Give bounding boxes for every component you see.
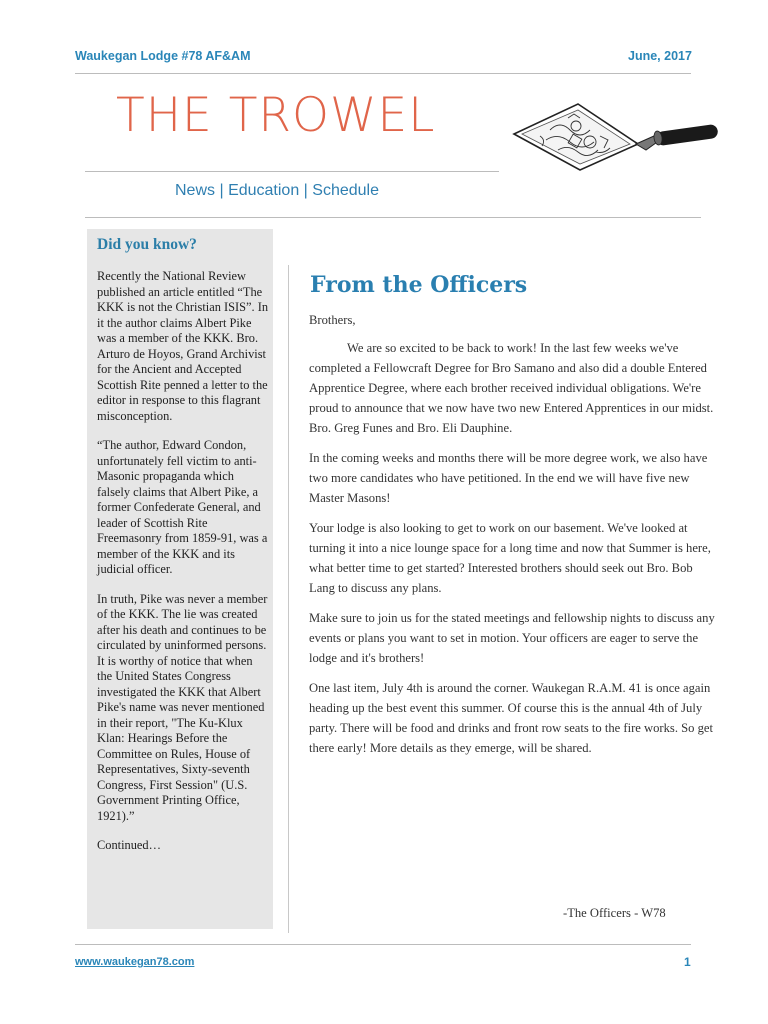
nav-item-education[interactable]: Education <box>228 182 300 199</box>
article-greeting: Brothers, <box>309 313 356 327</box>
column-divider <box>288 265 289 933</box>
article-body <box>309 310 721 768</box>
nav-separator: | <box>299 182 313 199</box>
sidebar-title: Did you know? <box>97 236 197 253</box>
sidebar-paragraph: In truth, Pike was never a member of the KKK. The lie was created after his death and continues to be circulated by uninformed persons. It is worthy of notice that when the United States Congress investigated the KKK that Albert Pike's name was never mentioned in their report, "The Ku-Klux Klan: Hearings Before the Committee on Rules, House of Representatives, Sixty-seventh Congress, First Session" (U.S. Government Printing Office, 1921).” <box>97 591 268 823</box>
article-title: From the Officers <box>310 272 528 298</box>
nav-item-news[interactable]: News <box>175 182 216 199</box>
article-paragraph: Your lodge is also looking to get to work on our basement. We've looked at turning it into a nice lounge space for a long time and now that Summer is here, what better time to get started? Interested brothers should seek out Bro. Bob Lang to discuss any plans. <box>309 521 711 595</box>
trowel-icon <box>510 96 728 178</box>
page-number: 1 <box>684 955 691 969</box>
article-paragraph: We are so excited to be back to work! In the last few weeks we've completed a Fellowcraft Degree for Bro Samano and also did a double Entered Apprentice Degree, where each brother received individual obligations. We're proud to announce that we now have two new Entered Apprentices in our midst. Bro. Greg Funes and Bro. Eli Dauphine. <box>309 341 714 435</box>
did-you-know-sidebar <box>87 229 273 929</box>
nav-rule <box>85 217 701 218</box>
sidebar-body <box>97 269 269 868</box>
article-signoff: -The Officers - W78 <box>563 906 666 920</box>
section-nav <box>175 182 379 200</box>
lodge-name: Waukegan Lodge #78 AF&AM <box>75 49 251 63</box>
article-paragraph: Make sure to join us for the stated meetings and fellowship nights to discuss any events or plans you want to set in motion. Your officers are eager to serve the lodge and it's brothers! <box>309 611 715 665</box>
article-paragraph: One last item, July 4th is around the corner. Waukegan R.A.M. 41 is once again heading up the best event this summer. Of course this is the annual 4th of July party. There will be food and drinks and front row seats to the fire works. So get there early! More details as they emerge, will be shared. <box>309 681 713 755</box>
sidebar-paragraph: “The author, Edward Condon, unfortunately fell victim to anti-Masonic propaganda which falsely claims that Albert Pike, a former Confederate General, and leader of Scottish Rite Freemasonry from 1859-91, was a member of the KKK and its judicial officer. <box>97 438 268 576</box>
article-paragraph: In the coming weeks and months there will be more degree work, we also have two more candidates who have petitioned. In the end we will have five new Master Masons! <box>309 451 708 505</box>
footer-rule <box>75 944 691 945</box>
website-link[interactable]: www.waukegan78.com <box>75 956 195 968</box>
sidebar-continued: Continued… <box>97 838 162 852</box>
issue-date: June, 2017 <box>628 49 692 63</box>
masthead-rule <box>85 171 499 172</box>
nav-separator: | <box>215 182 229 199</box>
header-rule <box>75 73 691 74</box>
sidebar-paragraph: Recently the National Review published an article entitled “The KKK is not the Christian ISIS”. In it the author claims Albert Pike was a member of the KKK. Bro. Arturo de Hoyos, Grand Archivist for the Ancient and Accepted Scottish Rite penned a letter to the editor in response to this flagrant misconception. <box>97 269 269 423</box>
nav-item-schedule[interactable]: Schedule <box>312 182 379 199</box>
newsletter-title: THE TROWEL <box>116 88 436 143</box>
